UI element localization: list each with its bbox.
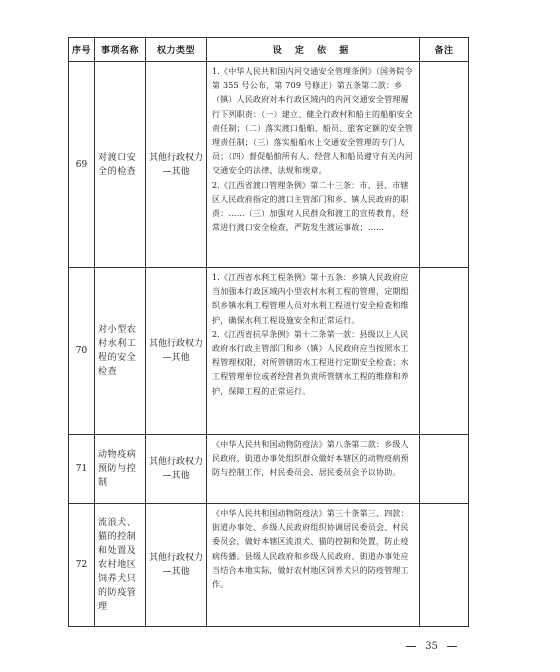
authority-table-container [68, 37, 469, 627]
remark-cell [420, 435, 469, 504]
power-type: 其他行政权力—其他 [146, 435, 207, 504]
table-row [69, 504, 469, 627]
header-basis: 设 定 依 据 [207, 38, 420, 62]
row-number: 70 [69, 268, 95, 435]
table-header-row [69, 38, 469, 62]
table-row [69, 62, 469, 268]
footer-dash-left [406, 646, 416, 647]
header-name: 事项名称 [95, 38, 146, 62]
table-row [69, 435, 469, 504]
row-number: 71 [69, 435, 95, 504]
authority-table [68, 37, 469, 627]
basis-paragraph: 《中华人民共和国动物防疫法》第三十条第三、四款：街道办事处、乡级人民政府组织协调居民委员会、村民委员会，做好本辖区流浪犬、猫的控制和处置，防止疫病传播。县级人民政府和乡级人民政府、街道办事处应当结合本地实际，做好农村地区饲养犬只的防疫管理工作。 [212, 509, 409, 590]
row-number: 69 [69, 62, 95, 268]
basis-paragraph: 1.《江西省水利工程条例》第十五条：乡镇人民政府应当加强本行政区域内小型农村水利工程的管理，定期组织乡镇水利工程管理人员对水利工程进行安全检查和维护，确保水利工程设施安全和正常运行。 [212, 273, 409, 325]
page-number: 35 [425, 641, 438, 652]
remark-cell [420, 268, 469, 435]
legal-basis [207, 504, 420, 627]
row-number: 72 [69, 504, 95, 627]
page-footer [406, 641, 476, 652]
footer-dash-right [447, 646, 457, 647]
item-name: 动物疫病预防与控制 [95, 435, 146, 504]
remark-cell [420, 504, 469, 627]
basis-paragraph: 2.《江西省渡口管理条例》第二十三条：市、县、市辖区人民政府指定的渡口主管部门和乡、镇人民政府的职责：……（三）加强对人民群众和渡工的宣传教育，经常进行渡口安全检查，严防发生渡运事故；…… [212, 180, 409, 233]
remark-cell [420, 62, 469, 268]
header-num: 序号 [69, 38, 95, 62]
basis-paragraph: 2.《江西省抗旱条例》第十二条第一款：县级以上人民政府水行政主管部门和乡（镇）人民政府应当按照水工程管理权限，对所管辖的水工程进行定期安全检查；水工程管理单位或者经营者负责所管辖水工程的维修和养护，保障工程的正常运行。 [212, 329, 409, 396]
power-type: 其他行政权力—其他 [146, 504, 207, 627]
header-remark: 备注 [420, 38, 469, 62]
power-type: 其他行政权力—其他 [146, 62, 207, 268]
basis-paragraph: 1.《中华人民共和国内河交通安全管理条例》（国务院令第 355 号公布，第 709 号修正）第五条第二款：乡（镇）人民政府对本行政区域内的内河交通安全管理履行下列职责：（一）建立、健全行政村和船主的船舶安全责任制；（二）落实渡口船舶、船员、旅客定额的安全管理责任制；（三）落实船舶水上交通安全管理的专门人员；（四）督促船舶所有人、经营人和船员遵守有关内河交通安全的法律、法规和规章。 [212, 67, 413, 176]
power-type: 其他行政权力—其他 [146, 268, 207, 435]
item-name: 流浪犬、猫的控制和处置及农村地区饲养犬只的防疫管理 [95, 504, 146, 627]
legal-basis [207, 268, 420, 435]
item-name: 对小型农村水利工程的安全检查 [95, 268, 146, 435]
item-name: 对渡口安全的检查 [95, 62, 146, 268]
legal-basis [207, 62, 420, 268]
basis-paragraph: 《中华人民共和国动物防疫法》第八条第二款：乡级人民政府、街道办事处组织群众做好本辖区的动物疫病预防与控制工作，村民委员会、居民委员会予以协助。 [212, 440, 409, 478]
header-type: 权力类型 [146, 38, 207, 62]
table-row [69, 268, 469, 435]
legal-basis [207, 435, 420, 504]
